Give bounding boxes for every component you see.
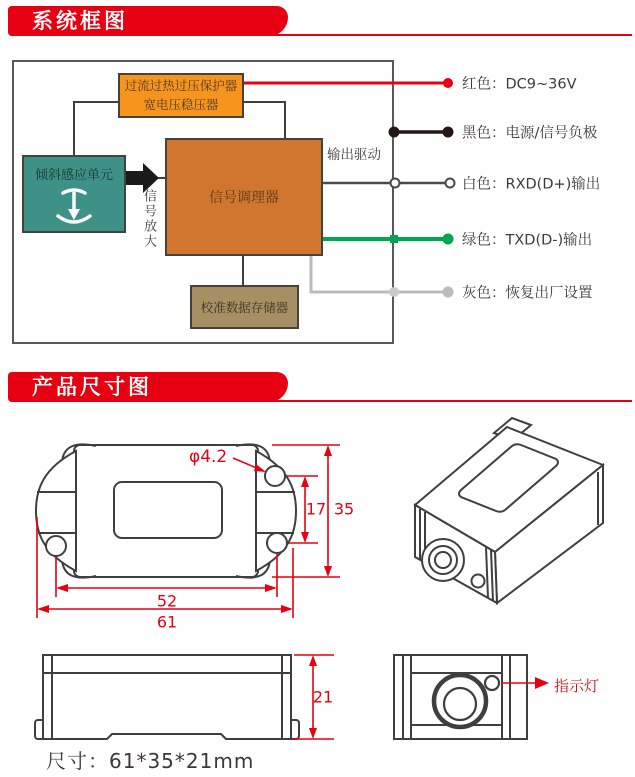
- dim-17: 17: [305, 499, 327, 519]
- iso-mounting-hole: [472, 575, 485, 588]
- section-title-system: 系统框图: [32, 9, 128, 33]
- block-signal-conditioner: [165, 138, 323, 256]
- wire-label-gray: 灰色：恢复出厂设置: [462, 285, 593, 302]
- wire-green-line: [322, 234, 454, 245]
- front-view-drawing: [394, 655, 549, 739]
- protector-label-line2: 宽电压稳压器: [143, 96, 219, 112]
- wire-label-white: 白色：RXD(D+)输出: [462, 176, 601, 193]
- tilt-sensor-label: 倾斜感应单元: [34, 168, 113, 183]
- wire-label-red: 红色：DC9~36V: [462, 76, 577, 93]
- calibration-storage-label: 校准数据存储器: [200, 300, 289, 315]
- block-tilt-sensor: [22, 155, 126, 233]
- signal-amplify-label: 信号放大: [141, 189, 156, 249]
- wire-red-line: [243, 78, 453, 88]
- isometric-view-drawing: [415, 418, 603, 603]
- dim-61: 61: [156, 612, 178, 632]
- wire-label-green: 绿色：TXD(D-)输出: [462, 232, 593, 249]
- label-window: [114, 482, 222, 538]
- block-calibration-storage: [190, 285, 299, 329]
- side-view-drawing: [35, 655, 299, 739]
- section-header-system: [8, 6, 288, 36]
- wire-white-line: [322, 179, 455, 188]
- protector-label-line1: 过流过热过压保护器: [124, 77, 238, 93]
- signal-conditioner-label: 信号调理器: [209, 190, 279, 206]
- mounting-hole: [265, 466, 285, 486]
- block-protector: [118, 73, 244, 118]
- indicator-led: [485, 676, 499, 690]
- pendulum-icon: [51, 187, 97, 231]
- section-title-dimensions: 产品尺寸图: [32, 375, 152, 399]
- wire-black-line: [389, 127, 454, 138]
- wire-label-black: 黑色：电源/信号负极: [462, 125, 598, 142]
- mounting-hole: [267, 533, 287, 553]
- mounting-hole: [46, 536, 66, 556]
- wire-gray-line: [311, 255, 454, 298]
- top-view-drawing: [36, 444, 296, 577]
- dim-21: 21: [312, 687, 334, 707]
- output-drive-label: 输出驱动: [327, 147, 381, 163]
- section-header-dimensions: [8, 372, 288, 402]
- dim-35: 35: [333, 499, 355, 519]
- dim-52: 52: [156, 591, 178, 611]
- size-summary: 尺寸：61*35*21mm: [46, 749, 255, 773]
- indicator-led-label: 指示灯: [554, 677, 600, 695]
- dim-hole-diameter: φ4.2: [189, 447, 228, 467]
